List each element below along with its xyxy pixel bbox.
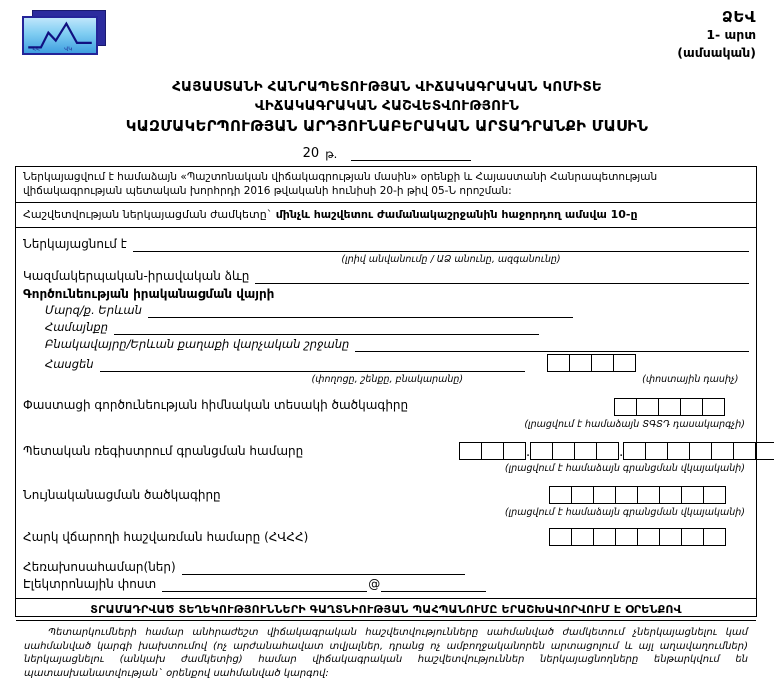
email-user-input[interactable] xyxy=(162,580,367,592)
svg-text:ՎԿ: ՎԿ xyxy=(64,46,73,53)
email-label: Էլեկտրոնային փոստ xyxy=(23,577,157,591)
tax-box[interactable] xyxy=(703,528,726,546)
penalty-footnote-text: Պետարկումների համար անհրաժեշտ վիճակագրական հաշվետվությունները սահմանված ժամկետում չներկայացնելու կամ սահմանված կարգի խախտումով (ոչ արժանահավատ տվյալներ, դրանց ոչ ամբողջականորեն արտացոլում և այլ աղավաղումներ) ներկայացնելու (անկախ ժամկետից) համար վիճակագրական հաշվետվություններ ներկայացնողները ենթարկվում են պատասխանատվության` օրենքով սահմանված կարգով: xyxy=(24,627,748,679)
penalty-footnote xyxy=(16,621,756,684)
postal-code-boxes[interactable] xyxy=(547,354,636,372)
phone-label: Հեռախոսահամար(ներ) xyxy=(23,560,176,574)
form-periodicity: (ամսական) xyxy=(677,45,756,60)
activity-location-heading: Գործունեության իրականացման վայրի xyxy=(23,287,275,301)
tax-box[interactable] xyxy=(571,528,594,546)
state-reg-group-1[interactable] xyxy=(459,442,526,460)
form-label: ՁԵՎ xyxy=(721,8,756,26)
deadline-value: մինչև հաշվետու ժամանակաշրջանին հաջորդող ամսվա 10-ը xyxy=(275,208,638,221)
postal-box[interactable] xyxy=(613,354,636,372)
state-reg-label: Պետական ռեգիստրում գրանցման համարը xyxy=(23,444,304,458)
agency-title: ՀԱՅԱՍՏԱՆԻ ՀԱՆՐԱՊԵՏՈՒԹՅԱՆ ՎԻՃԱԿԱԳՐԱԿԱՆ ԿՈՄԻՏԵ xyxy=(172,79,602,95)
state-reg-group-2[interactable] xyxy=(530,442,619,460)
reg-box[interactable] xyxy=(481,442,504,460)
legal-basis-note: Ներկայացվում է համաձայն «Պաշտոնական վիճակագրության մասին» օրենքի և Հայաստանի Հանրապետության վիճակագրության պետական խորհրդի 2016 թվականի հունիսի 20-ի թիվ 05-Ն որոշման: xyxy=(16,167,756,203)
document-titles xyxy=(0,78,774,137)
main-activity-row xyxy=(23,398,749,416)
community-input[interactable] xyxy=(114,323,539,335)
activity-box[interactable] xyxy=(658,398,681,416)
form-container xyxy=(15,166,757,679)
identification-row xyxy=(23,486,749,504)
taxpayer-row xyxy=(23,528,749,546)
main-activity-label: Փաստացի գործունեության հիմնական տեսակի ծածկագիրը xyxy=(23,398,409,412)
postal-box[interactable] xyxy=(591,354,614,372)
year-suffix: թ. xyxy=(325,147,338,161)
report-type-title: ՎԻՃԱԿԱԳՐԱԿԱՆ ՀԱՇՎԵՏՎՈՒԹՅՈՒՆ xyxy=(254,98,520,114)
form-fields-area xyxy=(16,228,756,592)
phone-row xyxy=(23,560,749,575)
page-title: ԿԱԶՄԱԿԵՐՊՈՒԹՅԱՆ ԱՐԴՅՈՒՆԱԲԵՐԱԿԱՆ ԱՐՏԱԴՐԱՆՔԻ ՄԱՍԻՆ xyxy=(125,117,649,135)
state-reg-boxes[interactable] xyxy=(459,442,749,460)
ident-box[interactable] xyxy=(571,486,594,504)
email-row xyxy=(23,577,749,592)
postal-box[interactable] xyxy=(547,354,570,372)
reg-separator-1: . xyxy=(526,445,531,460)
page-header xyxy=(0,0,774,72)
legal-form-label: Կազմակերպական-իրավական ձևը xyxy=(23,269,250,283)
address-row xyxy=(23,354,749,372)
region-row xyxy=(23,303,749,318)
tax-box[interactable] xyxy=(615,528,638,546)
address-caption: (փողոցը, շենքը, բնակարանը) xyxy=(311,374,464,385)
main-activity-caption: (լրացվում է համաձայն ՏԳՏԴ դասակարգչի) xyxy=(524,419,745,430)
reg-box[interactable] xyxy=(459,442,482,460)
reg-box[interactable] xyxy=(552,442,575,460)
region-label: Մարզ/ք. Երևան xyxy=(45,303,142,317)
ident-box[interactable] xyxy=(549,486,572,504)
activity-box[interactable] xyxy=(614,398,637,416)
reg-box[interactable] xyxy=(623,442,646,460)
region-input[interactable] xyxy=(148,306,573,318)
state-reg-group-3[interactable] xyxy=(623,442,774,460)
submitted-by-row xyxy=(23,237,749,252)
tax-box[interactable] xyxy=(681,528,704,546)
form-identifier-block xyxy=(677,8,756,62)
tax-box[interactable] xyxy=(549,528,572,546)
address-label: Հասցեն xyxy=(45,357,94,371)
logo-front-panel xyxy=(22,16,98,55)
reg-separator-2: . xyxy=(619,445,624,460)
reg-box[interactable] xyxy=(530,442,553,460)
activity-box[interactable] xyxy=(680,398,703,416)
deadline-note xyxy=(16,203,756,228)
main-activity-boxes[interactable] xyxy=(614,398,749,416)
email-at-symbol: @ xyxy=(368,577,381,591)
armstat-logo xyxy=(22,10,104,52)
settlement-label: Բնակավայրը/Երևան քաղաքի վարչական շրջանը xyxy=(45,337,350,351)
year-prefix: 20 xyxy=(302,146,320,161)
ident-box[interactable] xyxy=(593,486,616,504)
reg-box[interactable] xyxy=(755,442,774,460)
logo-chart-icon xyxy=(24,18,96,53)
address-captions-row xyxy=(23,374,749,386)
svg-text:ՀՀ: ՀՀ xyxy=(32,46,41,53)
deadline-label: Հաշվետվության ներկայացման ժամկետը` xyxy=(23,208,273,221)
reg-box[interactable] xyxy=(596,442,619,460)
report-date-line xyxy=(0,146,774,161)
reg-box[interactable] xyxy=(711,442,734,460)
taxpayer-boxes[interactable] xyxy=(549,528,749,546)
ident-box[interactable] xyxy=(637,486,660,504)
ident-box[interactable] xyxy=(703,486,726,504)
ident-box[interactable] xyxy=(615,486,638,504)
identification-caption: (լրացվում է համաձայն գրանցման վկայականի) xyxy=(504,507,745,518)
identification-boxes[interactable] xyxy=(549,486,749,504)
postal-caption: (փոստային դասիչ) xyxy=(642,374,739,385)
community-label: Համայնքը xyxy=(45,320,109,334)
tax-box[interactable] xyxy=(637,528,660,546)
identification-label: Նույնականացման ծածկագիրը xyxy=(23,488,221,502)
reg-box[interactable] xyxy=(645,442,668,460)
legal-form-input[interactable] xyxy=(255,272,749,284)
date-input-line[interactable] xyxy=(351,149,471,161)
reg-box[interactable] xyxy=(733,442,756,460)
activity-box[interactable] xyxy=(636,398,659,416)
tax-box[interactable] xyxy=(593,528,616,546)
state-reg-caption: (լրացվում է համաձայն գրանցման վկայականի) xyxy=(504,463,745,474)
address-input[interactable] xyxy=(100,360,525,372)
phone-input[interactable] xyxy=(182,563,466,575)
submitted-by-input[interactable] xyxy=(133,240,749,252)
submitted-by-caption: (լրիվ անվանումը / ԱՁ անունը, ազգանունը) xyxy=(341,254,561,265)
reg-box[interactable] xyxy=(503,442,526,460)
tax-box[interactable] xyxy=(659,528,682,546)
confidentiality-notice: ՏՐԱՄԱԴՐՎԱԾ ՏԵՂԵԿՈՒԹՅՈՒՆՆԵՐԻ ԳԱՂՏՆԻՈՒԹՅԱՆ ՊԱՀՊԱՆՈՒՄԸ ԵՐԱՇԽԱՎՈՐՎՈՒՄ Է ՕՐԵՆՔՈՎ xyxy=(16,598,756,621)
activity-box[interactable] xyxy=(702,398,725,416)
community-row xyxy=(23,320,749,335)
email-domain-input[interactable] xyxy=(381,580,486,592)
legal-form-row xyxy=(23,269,749,284)
settlement-row xyxy=(23,337,749,352)
reg-box[interactable] xyxy=(667,442,690,460)
taxpayer-label: Հարկ վճարողի հաշվառման համարը (ՀՎՀՀ) xyxy=(23,530,309,544)
postal-box[interactable] xyxy=(569,354,592,372)
ident-box[interactable] xyxy=(681,486,704,504)
reg-box[interactable] xyxy=(574,442,597,460)
state-registration-row xyxy=(23,442,749,460)
submitted-by-label: Ներկայացնում է xyxy=(23,237,127,251)
settlement-input[interactable] xyxy=(355,340,749,352)
reg-box[interactable] xyxy=(689,442,712,460)
form-part-label: 1- արտ xyxy=(706,27,756,42)
ident-box[interactable] xyxy=(659,486,682,504)
